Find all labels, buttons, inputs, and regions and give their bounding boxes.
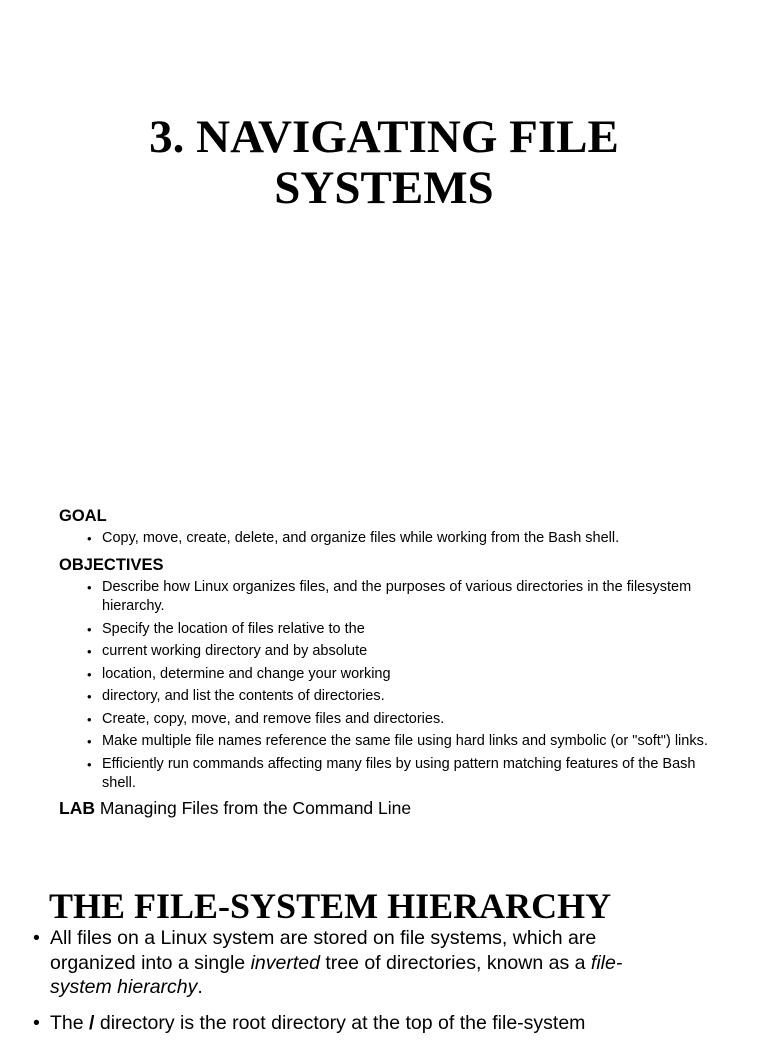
emphasis-term: file-system hierarchy (50, 951, 623, 998)
bullet-text: . (197, 976, 203, 998)
objectives-heading: OBJECTIVES (59, 556, 164, 574)
root-slash: / (89, 1011, 95, 1034)
lab-text: Managing Files from the Command Line (99, 798, 412, 818)
goal-list (59, 529, 719, 548)
section-bullet-2 (33, 1011, 663, 1036)
objective-item: • Describe how Linux organizes files, and the purposes of various directories in the filesystem hierarchy. (87, 578, 719, 616)
section-bullets (33, 926, 663, 1046)
bullet-text: directory is the root directory at the top of the file-system (94, 1011, 586, 1034)
objective-item: • current working directory and by absolute (87, 642, 719, 661)
bullet-text: tree of directories, known as a (319, 951, 591, 974)
objective-item: • directory, and list the contents of directories. (87, 687, 719, 706)
objective-item: • Specify the location of files relative to the (87, 620, 719, 639)
objectives-list (59, 578, 719, 793)
section-title: THE FILE-SYSTEM HIERARCHY (49, 886, 612, 926)
lab-line (59, 796, 719, 820)
slide-title-line-1: 3. NAVIGATING FILE (149, 111, 619, 163)
lab-label: LAB (59, 798, 95, 818)
section-bullet-1 (33, 926, 663, 1000)
objective-item: • Create, copy, move, and remove files and directories. (87, 710, 719, 729)
bullet-text: The (50, 1011, 90, 1034)
slide-title (0, 112, 768, 214)
slide-title-line-2: SYSTEMS (274, 162, 494, 214)
goal-item: • Copy, move, create, delete, and organize files while working from the Bash shell. (87, 529, 719, 548)
objective-item: • location, determine and change your working (87, 665, 719, 684)
bullet-text: All files on a Linux system are stored on file systems, which are organized into a single (50, 927, 597, 974)
goal-heading: GOAL (59, 507, 107, 525)
agenda-block (59, 505, 719, 820)
emphasis-inverted: inverted (250, 951, 320, 974)
objective-item: • Make multiple file names reference the same file using hard links and symbolic (or "soft") links. (87, 732, 719, 751)
objective-item: • Efficiently run commands affecting many files by using pattern matching features of the Bash shell. (87, 755, 719, 793)
